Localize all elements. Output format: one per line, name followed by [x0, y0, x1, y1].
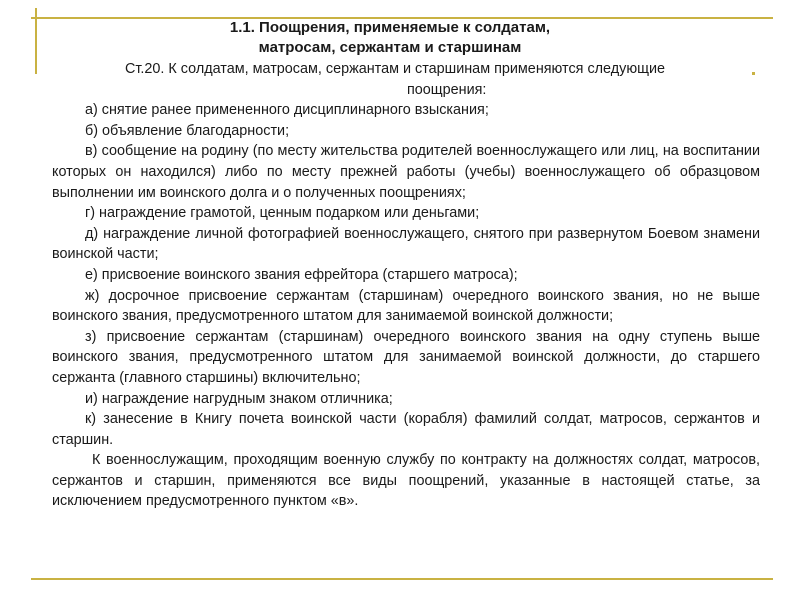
slide-title-line-1: 1.1. Поощрения, применяемые к солдатам,	[229, 19, 551, 36]
article-intro-line-1: Ст.20. К солдатам, матросам, сержантам и старшинам применяются следующие	[125, 61, 665, 77]
list-item-b: б) объявление благодарности;	[85, 122, 290, 139]
list-item-z: з) присвоение сержантам (старшинам) очередного воинского звания на одну ступень выше воинского звания, предусмотренного штатом для занимаемой воинской должности, до старшего сержанта (главного старшины) включительно;	[52, 328, 760, 386]
frame-bottom-rule	[31, 578, 773, 580]
article-intro-line-2: поощрения:	[407, 81, 487, 98]
frame-left-rule	[35, 8, 37, 74]
article-body	[52, 59, 760, 512]
article-final-paragraph: К военнослужащим, проходящим военную службу по контракту на должностях солдат, матросов, сержантов и старшин, применяются все виды поощрений, указанные в настоящей статье, за исключением предусмотренного пунктом «в».	[52, 452, 760, 510]
slide-title-line-2: матросам, сержантам и старшинам	[258, 39, 522, 56]
list-item-v: в) сообщение на родину (по месту жительства родителей военнослужащего или лиц, на воспитании которых он находился) либо по месту прежней работы (учебы) военнослужащего об образцовом выполнении им воинского долга и о полученных поощрениях;	[52, 143, 760, 201]
list-item-i: и) награждение нагрудным знаком отличника;	[85, 390, 393, 407]
list-item-k: к) занесение в Книгу почета воинской части (корабля) фамилий солдат, матросов, сержантов и старшин.	[52, 411, 760, 448]
list-item-e: е) присвоение воинского звания ефрейтора (старшего матроса);	[85, 266, 518, 283]
slide-title	[220, 18, 560, 58]
list-item-d: д) награждение личной фотографией военнослужащего, снятого при развернутом Боевом знамени воинской части;	[52, 225, 760, 263]
list-item-g: г) награждение грамотой, ценным подарком или деньгами;	[85, 205, 480, 222]
list-item-a: а) снятие ранее примененного дисциплинарного взыскания;	[85, 102, 489, 119]
list-item-zh: ж) досрочное присвоение сержантам (старшинам) очередного воинского звания, но не выше воинского звания, предусмотренного штатом для занимаемой воинской должности;	[52, 287, 760, 325]
